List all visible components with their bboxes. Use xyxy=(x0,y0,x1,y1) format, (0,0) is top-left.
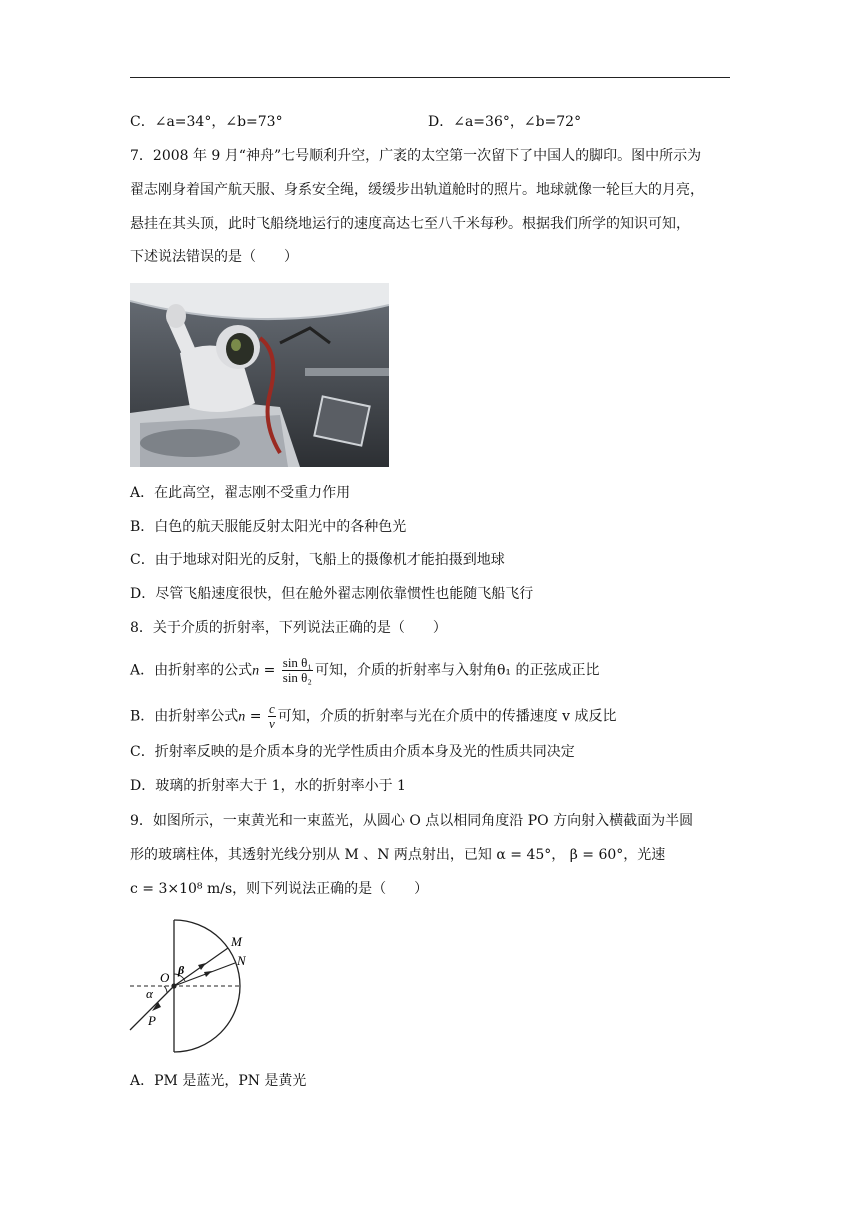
q8-b-denominator: v xyxy=(268,716,275,731)
label-n: N xyxy=(237,953,246,968)
q9-stem-line-3: c = 3×10⁸ m/s，则下列说法正确的是（ ） xyxy=(130,881,429,897)
q8-option-d: D．玻璃的折射率大于 1，水的折射率小于 1 xyxy=(130,778,406,794)
q8-option-a xyxy=(130,655,600,685)
q7-option-a: A．在此高空，翟志刚不受重力作用 xyxy=(130,485,351,501)
q7-stem-line-2: 翟志刚身着国产航天服、身系安全绳，缓缓步出轨道舱时的照片。地球就像一轮巨大的月亮， xyxy=(130,182,704,198)
q8-b-fraction xyxy=(268,702,276,731)
q8-option-c: C．折射率反映的是介质本身的光学性质由介质本身及光的性质共同决定 xyxy=(130,744,575,760)
q7-stem-line-3: 悬挂在其头顶，此时飞船绕地运行的速度高达七至八千米每秒。根据我们所学的知识可知， xyxy=(130,216,690,232)
q8-a-eq: = xyxy=(259,662,280,679)
semicircle-refraction-diagram xyxy=(128,918,246,1054)
q6-option-c: C．∠a=34°，∠b=73° xyxy=(130,114,283,130)
q8-b-eq: = xyxy=(245,708,266,725)
q8-option-b xyxy=(130,701,617,731)
label-p: P xyxy=(148,1013,156,1028)
q9-stem-line-2: 形的玻璃柱体，其透射光线分别从 M 、N 两点射出，已知 α = 45°， β = 60°，光速 xyxy=(130,847,666,863)
q6-option-d: D．∠a=36°，∠b=72° xyxy=(428,114,582,130)
q8-a-prefix: A．由折射率的公式 xyxy=(130,662,253,679)
q8-stem: 8．关于介质的折射率，下列说法正确的是（ ） xyxy=(130,620,447,636)
q8-b-prefix: B．由折射率公式 xyxy=(130,708,239,725)
q7-option-b: B．白色的航天服能反射太阳光中的各种色光 xyxy=(130,519,407,535)
header-rule xyxy=(130,77,730,78)
q8-a-suffix: 可知，介质的折射率与入射角θ₁ 的正弦成正比 xyxy=(314,662,600,679)
label-alpha: α xyxy=(146,986,153,1001)
q8-a-n: n xyxy=(252,663,260,679)
q7-stem-line-4: 下述说法错误的是（ ） xyxy=(130,249,298,265)
label-o: O xyxy=(160,970,170,985)
label-beta: β xyxy=(178,963,185,977)
q8-a-denominator: sin θ₂ xyxy=(282,670,312,685)
q7-option-d: D．尽管飞船速度很快，但在舱外翟志刚依靠惯性也能随飞船飞行 xyxy=(130,586,534,602)
q8-b-numerator: c xyxy=(268,701,275,716)
q7-stem-line-1: 7．2008 年 9 月“神舟”七号顺利升空，广袤的太空第一次留下了中国人的脚印。图中所示为 xyxy=(130,148,702,164)
q8-a-numerator: sin θ₁ xyxy=(282,655,312,670)
q7-option-c: C．由于地球对阳光的反射，飞船上的摄像机才能拍摄到地球 xyxy=(130,552,505,568)
q8-b-suffix: 可知，介质的折射率与光在介质中的传播速度 v 成反比 xyxy=(277,708,617,725)
q8-a-fraction xyxy=(282,656,313,685)
astronaut-photo xyxy=(130,283,389,467)
q9-option-a: A．PM 是蓝光，PN 是黄光 xyxy=(130,1073,307,1089)
q8-b-n: n xyxy=(238,709,246,725)
q9-stem-line-1: 9．如图所示，一束黄光和一束蓝光，从圆心 O 点以相同角度沿 PO 方向射入横截面为半圆 xyxy=(130,813,694,829)
label-m: M xyxy=(231,934,242,949)
